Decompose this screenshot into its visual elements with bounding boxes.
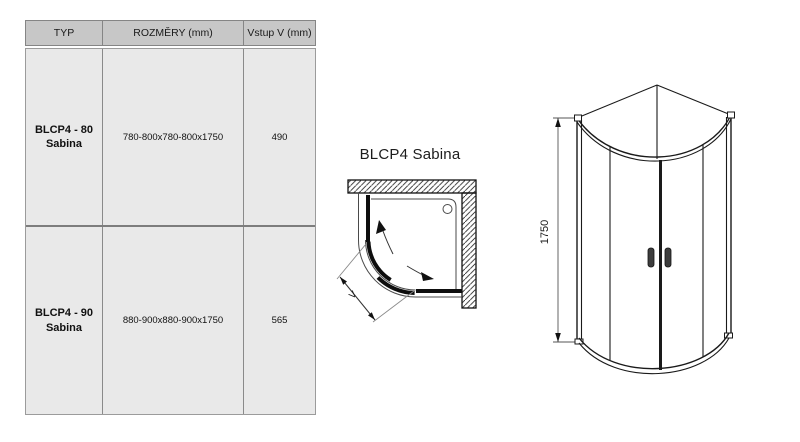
left-frame [575, 115, 584, 344]
entry-dimension [337, 244, 414, 322]
wall-right [462, 193, 476, 308]
drain-icon [443, 205, 452, 214]
plan-view-drawing [335, 170, 485, 340]
spec-table [25, 20, 316, 415]
spec-table-body [25, 48, 316, 415]
type-cell [26, 49, 103, 225]
wall-top [348, 180, 476, 193]
door-direction-arrow-right [407, 266, 434, 281]
right-door-handle [665, 248, 671, 267]
top-rail [577, 115, 731, 161]
entry-cell: 565 [271, 315, 288, 326]
column-header-rozmery: ROZMĚRY (mm) [103, 21, 244, 45]
column-header-typ: TYP [26, 21, 103, 45]
table-row [26, 227, 315, 414]
spec-table-header-row [25, 20, 316, 46]
plan-view-title: BLCP4 Sabina [359, 146, 461, 163]
dimensions-cell: 880-900x880-900x1750 [103, 227, 244, 414]
type-name: BLCP4 - 90 [34, 307, 94, 320]
top-back-edges [577, 85, 731, 159]
frame-rails [359, 193, 463, 297]
entry-dimension-label: V [347, 289, 360, 302]
perspective-view-drawing [520, 75, 750, 375]
type-cell [26, 227, 103, 414]
height-dimension-label: 1750 [539, 219, 551, 245]
type-series: Sabina [45, 138, 83, 150]
table-row [26, 49, 315, 227]
door-direction-arrow-up [376, 220, 393, 254]
height-dimension [539, 118, 578, 342]
left-door-handle [648, 248, 654, 267]
door-panel-edges [610, 145, 703, 370]
type-name: BLCP4 - 80 [34, 123, 94, 136]
bottom-rail [579, 333, 729, 374]
column-header-vstup: Vstup V (mm) [247, 27, 312, 39]
type-series: Sabina [45, 321, 83, 334]
entry-cell: 490 [271, 131, 288, 143]
right-frame [725, 112, 735, 338]
sliding-door-arc-2 [378, 278, 415, 294]
dimensions-cell: 780-800x780-800x1750 [103, 49, 244, 225]
